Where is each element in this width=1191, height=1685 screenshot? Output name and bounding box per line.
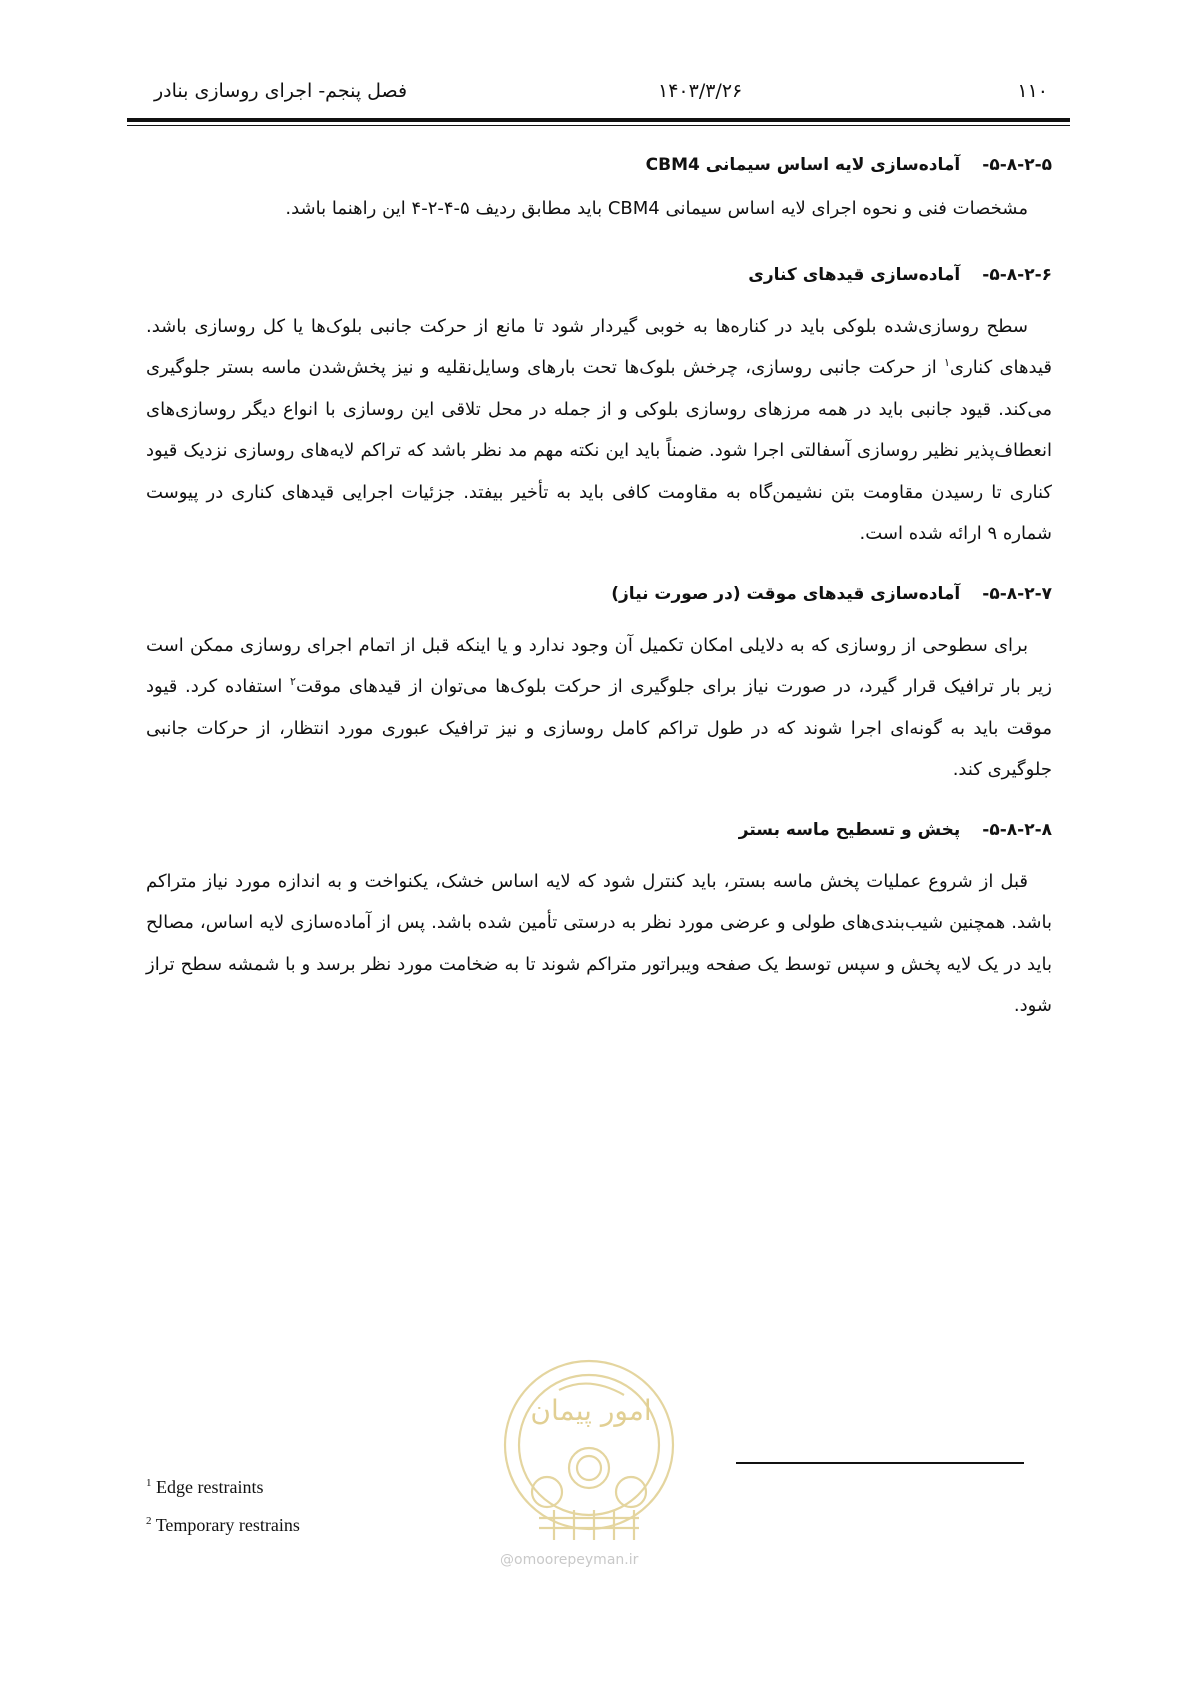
chapter-title: فصل پنجم- اجرای روسازی بنادر: [154, 80, 408, 102]
section-paragraph: [146, 306, 1052, 555]
section-paragraph: قبل از شروع عملیات پخش ماسه بستر، باید کنترل شود که لایه اساس خشک، یکنواخت و به اندازه مورد نیاز متراکم باشد. همچنین شیب‌بندی‌های طولی و عرضی مورد نظر به درستی تأمین شده باشد. پس از آماده‌سازی لایه اساس، مصالح باید در یک لایه پخش و سپس توسط یک صفحه ویبراتور متراکم شوند تا به ضخامت مورد نظر برسد و با شمشه سطح تراز شود.: [146, 870, 1052, 1016]
section-number: ۵-۸-۲-۵-: [982, 155, 1052, 175]
section-paragraph: [146, 625, 1052, 791]
section-number: ۵-۸-۲-۶-: [982, 264, 1052, 285]
section-heading: [146, 148, 1052, 182]
section-heading: [146, 813, 1052, 847]
section-title: آماده‌سازی قیدهای کناری: [748, 264, 961, 285]
paragraph-text: برای سطوحی از روسازی که به دلایلی امکان تکمیل آن وجود ندارد و یا اینکه قبل از اتمام اجرای روسازی ممکن است زیر بار ترافیک قرار گیرد، در صورت نیاز برای جلوگیری از حرکت بلوک‌ها می‌توان از قیدهای موقت: [146, 634, 1052, 697]
section-title: آماده‌سازی قیدهای موقت (در صورت نیاز): [611, 583, 961, 604]
footnote-rule: [736, 1462, 1024, 1464]
paragraph-text: سطح روسازی‌شده بلوکی باید در کناره‌ها به خوبی گیردار شود تا مانع از حرکت جانبی بلوک‌ها یا کل روسازی باشد. قیدهای کناری: [146, 315, 1053, 378]
footnote-item: [146, 1468, 300, 1506]
header-rule-thin: [127, 125, 1070, 126]
footnote-text: Temporary restrains: [155, 1515, 300, 1535]
paragraph-text: استفاده کرد. قیود موقت باید به گونه‌ای اجرا شوند که در طول تراکم کامل روسازی و نیز ترافیک عبوری مورد انتظار، از حرکات جانبی جلوگیری کند.: [146, 676, 1052, 780]
section-title: آماده‌سازی لایه اساس سیمانی CBM4: [645, 155, 961, 175]
paragraph-text: از حرکت جانبی روسازی، چرخش بلوک‌ها تحت بارهای وسایل‌نقلیه و نیز پخش‌شدن ماسه بستر جلوگیری می‌کند. قیود جانبی باید در همه مرزهای روسازی بلوکی و از جمله در محل تلاقی این روسازی با انواع دیگر روسازی‌های انعطاف‌پذیر نظیر روسازی آسفالتی اجرا شود. ضمناً باید این نکته مهم مد نظر باشد که تراکم لایه‌های روسازی نزدیک قیود کناری تا رسیدن مقاومت بتن نشیمن‌گاه به مقاومت کافی باید به تأخیر بیفتد. جزئیات اجرایی قیدهای کناری در پیوست شماره ۹ ارائه شده است.: [146, 357, 1052, 544]
page-header: [148, 80, 1068, 110]
watermark-logo-text: امور پیمان: [530, 1394, 652, 1427]
footnote-marker: 2: [146, 1515, 152, 1527]
header-date: ۱۴۰۳/۳/۲۶: [658, 80, 743, 102]
header-rule-thick: [127, 118, 1070, 122]
footnote-ref: ۲: [290, 675, 296, 688]
section-number: ۵-۸-۲-۸-: [982, 819, 1052, 840]
watermark-site: @omoorepeyman.ir: [500, 1552, 639, 1568]
section-heading: [146, 577, 1052, 611]
footnote-item: [146, 1506, 300, 1544]
section-title: پخش و تسطیح ماسه بستر: [738, 819, 961, 840]
footnote-ref: ۱: [943, 356, 950, 369]
footnote-text: Edge restraints: [156, 1477, 264, 1497]
section-number: ۵-۸-۲-۷-: [982, 583, 1052, 604]
document-body: [146, 148, 1052, 1027]
section-heading: [146, 258, 1052, 292]
watermark-logo-icon: [499, 1350, 679, 1560]
footnotes: [146, 1468, 300, 1544]
page-number: ۱۱۰: [1017, 80, 1048, 102]
section-paragraph: مشخصات فنی و نحوه اجرای لایه اساس سیمانی CBM4 باید مطابق ردیف ۵-۴-۲-۴ این راهنما باشد.: [285, 198, 1028, 219]
footnote-marker: 1: [146, 1477, 152, 1489]
